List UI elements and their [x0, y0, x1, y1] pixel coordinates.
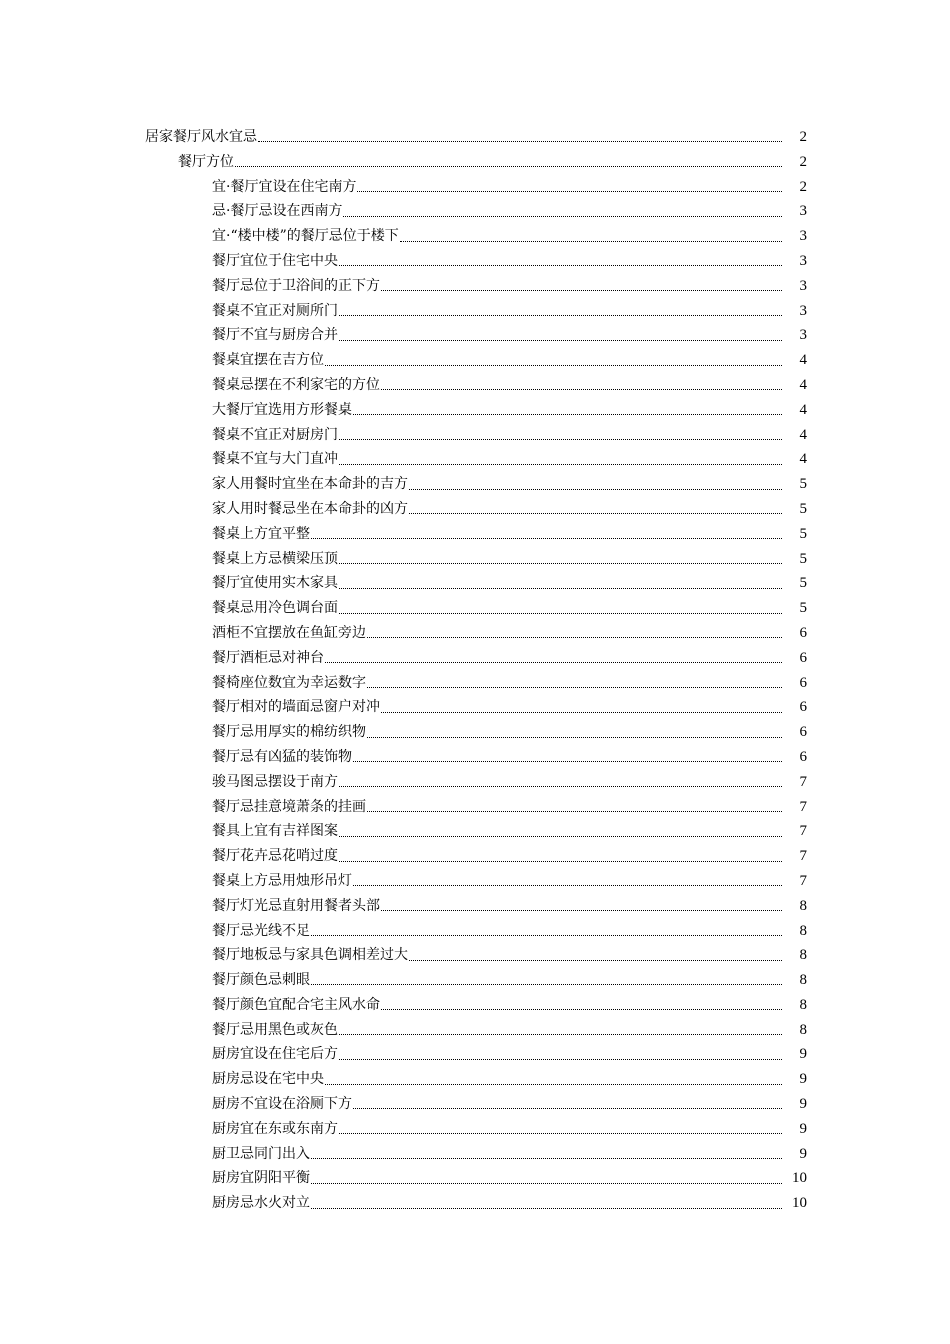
- toc-entry[interactable]: [0, 1067, 950, 1092]
- toc-entry-title: 餐具上宜有吉祥图案: [212, 823, 338, 840]
- dot-leader: [353, 413, 782, 415]
- toc-entry[interactable]: [0, 423, 950, 448]
- toc-entry-page-number: 3: [799, 277, 807, 294]
- toc-entry-title: 大餐厅宜选用方形餐桌: [212, 401, 352, 418]
- dot-leader: [325, 1083, 782, 1085]
- dot-leader: [325, 364, 782, 366]
- toc-entry-title: 餐厅花卉忌花哨过度: [212, 848, 338, 865]
- toc-entry-title: 餐厅颜色忌刺眼: [212, 972, 310, 989]
- toc-entry-page-number: 8: [799, 972, 807, 989]
- toc-entry-title: 餐厅忌用黑色或灰色: [212, 1021, 338, 1038]
- dot-leader: [311, 537, 782, 539]
- toc-entry[interactable]: [0, 695, 950, 720]
- toc-entry-title: 餐厅忌挂意境萧条的挂画: [212, 798, 366, 815]
- dot-leader: [367, 810, 782, 812]
- toc-entry-title: 餐桌上方忌横梁压顶: [212, 550, 338, 567]
- toc-entry[interactable]: [0, 993, 950, 1018]
- toc-entry[interactable]: [0, 1142, 950, 1167]
- toc-entry[interactable]: [0, 1018, 950, 1043]
- toc-entry-title: 餐厅方位: [178, 153, 234, 170]
- toc-entry[interactable]: [0, 919, 950, 944]
- toc-entry-page-number: 9: [799, 1071, 807, 1088]
- toc-entry-title: 厨房宜设在住宅后方: [212, 1046, 338, 1063]
- toc-entry[interactable]: [0, 175, 950, 200]
- toc-entry-title: 餐厅忌位于卫浴间的正下方: [212, 277, 380, 294]
- toc-entry[interactable]: [0, 472, 950, 497]
- dot-leader: [353, 1107, 782, 1109]
- toc-entry-page-number: 10: [792, 1195, 807, 1212]
- toc-entry-title: 餐椅座位数宜为幸运数字: [212, 674, 366, 691]
- toc-entry-page-number: 5: [799, 525, 807, 542]
- toc-entry[interactable]: [0, 795, 950, 820]
- toc-entry-title: 忌·餐厅忌设在西南方: [212, 203, 343, 220]
- toc-entry-page-number: 3: [799, 327, 807, 344]
- toc-entry-page-number: 8: [799, 897, 807, 914]
- toc-entry-title: 餐厅酒柜忌对神台: [212, 649, 324, 666]
- toc-entry-page-number: 9: [799, 1145, 807, 1162]
- toc-entry-title: 餐厅相对的墙面忌窗户对冲: [212, 699, 380, 716]
- toc-entry-page-number: 3: [799, 228, 807, 245]
- toc-entry[interactable]: [0, 720, 950, 745]
- toc-entry[interactable]: [0, 943, 950, 968]
- toc-entry-title: 家人用餐时宜坐在本命卦的吉方: [212, 476, 408, 493]
- dot-leader: [339, 1132, 782, 1134]
- toc-entry[interactable]: [0, 125, 950, 150]
- toc-entry-title: 厨房宜在东或东南方: [212, 1120, 338, 1137]
- toc-entry-title: 餐厅不宜与厨房合并: [212, 327, 338, 344]
- toc-entry-title: 餐桌不宜正对厨房门: [212, 426, 338, 443]
- dot-leader: [311, 983, 782, 985]
- toc-entry[interactable]: [0, 373, 950, 398]
- toc-entry-page-number: 6: [799, 748, 807, 765]
- dot-leader: [381, 909, 782, 911]
- toc-entry-page-number: 7: [799, 798, 807, 815]
- dot-leader: [343, 215, 782, 217]
- toc-entry[interactable]: [0, 894, 950, 919]
- dot-leader: [367, 736, 782, 738]
- toc-entry-page-number: 5: [799, 500, 807, 517]
- toc-entry[interactable]: [0, 274, 950, 299]
- toc-entry[interactable]: [0, 323, 950, 348]
- toc-entry-title: 餐桌上方宜平整: [212, 525, 310, 542]
- toc-entry-page-number: 2: [799, 178, 807, 195]
- toc-entry-page-number: 6: [799, 699, 807, 716]
- toc-entry-title: 餐桌宜摆在吉方位: [212, 352, 324, 369]
- toc-entry[interactable]: [0, 299, 950, 324]
- dot-leader: [409, 512, 782, 514]
- toc-entry-page-number: 5: [799, 550, 807, 567]
- dot-leader: [400, 240, 782, 242]
- toc-entry-page-number: 5: [799, 575, 807, 592]
- dot-leader: [258, 140, 782, 142]
- toc-entry[interactable]: [0, 621, 950, 646]
- toc-entry[interactable]: [0, 596, 950, 621]
- toc-entry[interactable]: [0, 249, 950, 274]
- toc-entry-title: 餐厅宜使用实木家具: [212, 575, 338, 592]
- toc-entry-page-number: 3: [799, 252, 807, 269]
- dot-leader: [381, 1008, 782, 1010]
- toc-entry[interactable]: [0, 348, 950, 373]
- toc-entry-page-number: 9: [799, 1096, 807, 1113]
- toc-entry[interactable]: [0, 224, 950, 249]
- toc-entry-title: 厨房忌设在宅中央: [212, 1071, 324, 1088]
- toc-entry-page-number: 3: [799, 302, 807, 319]
- dot-leader: [353, 884, 782, 886]
- toc-entry-page-number: 4: [799, 451, 807, 468]
- toc-entry[interactable]: [0, 869, 950, 894]
- toc-entry-page-number: 7: [799, 823, 807, 840]
- toc-entry-title: 餐桌忌摆在不利家宅的方位: [212, 376, 380, 393]
- dot-leader: [353, 760, 782, 762]
- dot-leader: [339, 587, 782, 589]
- toc-entry[interactable]: [0, 770, 950, 795]
- toc-entry-page-number: 8: [799, 947, 807, 964]
- toc-entry-page-number: 7: [799, 872, 807, 889]
- toc-entry[interactable]: [0, 646, 950, 671]
- toc-entry-title: 骏马图忌摆设于南方: [212, 773, 338, 790]
- dot-leader: [367, 686, 782, 688]
- toc-entry-page-number: 7: [799, 773, 807, 790]
- toc-entry-page-number: 3: [799, 203, 807, 220]
- dot-leader: [409, 488, 782, 490]
- toc-entry-page-number: 8: [799, 1021, 807, 1038]
- dot-leader: [357, 190, 782, 192]
- toc-entry-title: 餐厅灯光忌直射用餐者头部: [212, 897, 380, 914]
- toc-entry[interactable]: [0, 1166, 950, 1191]
- toc-entry-title: 宜·“楼中楼”的餐厅忌位于楼下: [212, 228, 399, 245]
- toc-entry-title: 餐桌不宜与大门直冲: [212, 451, 338, 468]
- toc-entry-page-number: 4: [799, 401, 807, 418]
- toc-entry-title: 厨房不宜设在浴厕下方: [212, 1096, 352, 1113]
- toc-entry[interactable]: [0, 1191, 950, 1216]
- dot-leader: [367, 636, 782, 638]
- toc-entry-page-number: 8: [799, 996, 807, 1013]
- toc-entry-page-number: 2: [799, 153, 807, 170]
- toc-entry-title: 餐桌忌用冷色调台面: [212, 600, 338, 617]
- toc-entry-title: 宜·餐厅宜设在住宅南方: [212, 178, 357, 195]
- dot-leader: [339, 835, 782, 837]
- toc-entry[interactable]: [0, 1092, 950, 1117]
- dot-leader: [311, 1182, 782, 1184]
- toc-entry-page-number: 7: [799, 848, 807, 865]
- toc-entry-page-number: 6: [799, 674, 807, 691]
- toc-entry-page-number: 9: [799, 1046, 807, 1063]
- dot-leader: [339, 785, 782, 787]
- table-of-contents: [0, 125, 950, 1216]
- toc-entry-title: 餐厅忌有凶猛的装饰物: [212, 748, 352, 765]
- toc-entry-page-number: 4: [799, 426, 807, 443]
- toc-entry-title: 厨卫忌同门出入: [212, 1145, 310, 1162]
- toc-entry-page-number: 6: [799, 624, 807, 641]
- toc-entry[interactable]: [0, 819, 950, 844]
- dot-leader: [339, 1033, 782, 1035]
- toc-entry-page-number: 6: [799, 649, 807, 666]
- toc-entry[interactable]: [0, 447, 950, 472]
- dot-leader: [381, 388, 782, 390]
- toc-entry-title: 餐厅颜色宜配合宅主风水命: [212, 996, 380, 1013]
- toc-entry-page-number: 2: [799, 129, 807, 145]
- toc-entry-title: 酒柜不宜摆放在鱼缸旁边: [212, 624, 366, 641]
- toc-entry[interactable]: [0, 522, 950, 547]
- toc-entry-title: 厨房忌水火对立: [212, 1195, 310, 1212]
- toc-entry-page-number: 4: [799, 352, 807, 369]
- toc-entry-title: 家人用时餐忌坐在本命卦的凶方: [212, 500, 408, 517]
- toc-entry-page-number: 5: [799, 600, 807, 617]
- toc-entry-page-number: 8: [799, 922, 807, 939]
- toc-entry[interactable]: [0, 745, 950, 770]
- dot-leader: [311, 1157, 782, 1159]
- dot-leader: [339, 264, 782, 266]
- toc-entry-page-number: 4: [799, 376, 807, 393]
- toc-entry[interactable]: [0, 1042, 950, 1067]
- toc-entry[interactable]: [0, 571, 950, 596]
- toc-entry[interactable]: [0, 199, 950, 224]
- dot-leader: [311, 1207, 782, 1209]
- toc-entry-page-number: 5: [799, 476, 807, 493]
- dot-leader: [381, 289, 782, 291]
- toc-entry-title: 餐厅宜位于住宅中央: [212, 252, 338, 269]
- toc-entry[interactable]: [0, 844, 950, 869]
- toc-entry[interactable]: [0, 547, 950, 572]
- toc-entry[interactable]: [0, 671, 950, 696]
- toc-entry[interactable]: [0, 968, 950, 993]
- dot-leader: [409, 959, 782, 961]
- toc-entry[interactable]: [0, 1117, 950, 1142]
- dot-leader: [339, 562, 782, 564]
- toc-entry-title: 餐桌上方忌用烛形吊灯: [212, 872, 352, 889]
- dot-leader: [339, 438, 782, 440]
- toc-entry[interactable]: [0, 150, 950, 175]
- dot-leader: [339, 1058, 782, 1060]
- dot-leader: [311, 934, 782, 936]
- dot-leader: [235, 165, 782, 167]
- toc-entry-title: 餐厅地板忌与家具色调相差过大: [212, 947, 408, 964]
- toc-entry-page-number: 6: [799, 724, 807, 741]
- toc-entry-page-number: 9: [799, 1120, 807, 1137]
- dot-leader: [339, 314, 782, 316]
- toc-entry[interactable]: [0, 497, 950, 522]
- dot-leader: [339, 860, 782, 862]
- toc-entry-title: 居家餐厅风水宜忌: [145, 129, 257, 145]
- dot-leader: [325, 661, 782, 663]
- toc-entry-title: 餐厅忌用厚实的棉纺织物: [212, 724, 366, 741]
- toc-entry-title: 餐桌不宜正对厕所门: [212, 302, 338, 319]
- toc-entry-title: 厨房宜阴阳平衡: [212, 1170, 310, 1187]
- dot-leader: [339, 612, 782, 614]
- toc-entry-page-number: 10: [792, 1170, 807, 1187]
- toc-entry-title: 餐厅忌光线不足: [212, 922, 310, 939]
- dot-leader: [381, 711, 782, 713]
- toc-entry[interactable]: [0, 398, 950, 423]
- dot-leader: [339, 463, 782, 465]
- dot-leader: [339, 339, 782, 341]
